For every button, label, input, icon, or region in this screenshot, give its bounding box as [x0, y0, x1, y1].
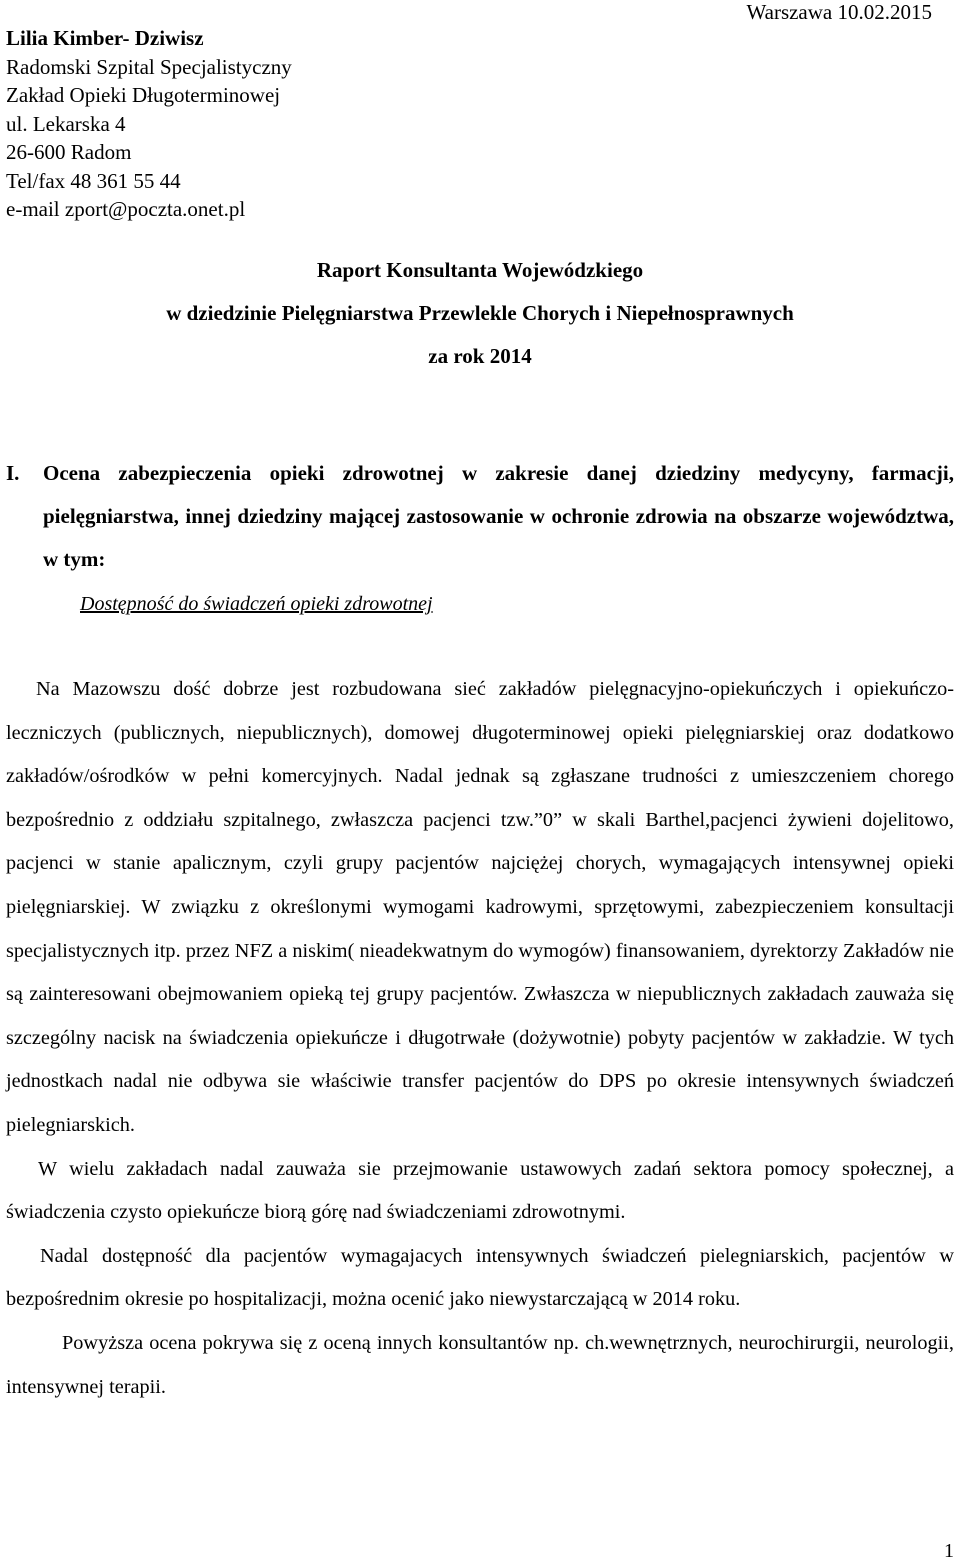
section-heading-text: Ocena zabezpieczenia opieki zdrowotnej w zakresie danej dziedziny medycyny, farmacji, pielęgniarstwa, innej dziedziny mającej zastosowanie w ochronie zdrowia na obszarze województwa, w tym:	[43, 461, 954, 571]
sender-postal-city: 26-600 Radom	[6, 140, 132, 164]
sender-street: ul. Lekarska 4	[6, 111, 126, 136]
page-number: 1	[944, 1540, 954, 1562]
place-date: Warszawa 10.02.2015	[746, 0, 932, 24]
section-subheading: Dostępność do świadczeń opieki zdrowotnej	[80, 593, 433, 615]
sender-department: Zakład Opieki Długoterminowej	[6, 83, 281, 107]
sender-institution: Radomski Szpital Specjalistyczny	[6, 54, 292, 79]
report-title: Raport Konsultanta Wojewódzkiego	[316, 258, 644, 282]
paragraph: Nadal dostępność dla pacjentów wymagajacych intensywnych świadczeń pielegniarskich, pacjentów w bezpośrednim okresie po hospitalizacji, można ocenić jako niewystarczającą w 2014 roku.	[6, 1244, 954, 1311]
paragraph: W wielu zakładach nadal zauważa sie przejmowanie ustawowych zadań sektora pomocy społecznej, a świadczenia czysto opiekuńcze biorą górę nad świadczeniami zdrowotnymi.	[6, 1157, 954, 1224]
sender-block	[6, 24, 292, 224]
section-heading	[6, 452, 954, 581]
paragraph: Powyższa ocena pokrywa się z oceną innych konsultantów np. ch.wewnętrznych, neurochirurgii, neurologii, intensywnej terapii.	[6, 1331, 954, 1398]
sender-name: Lilia Kimber- Dziwisz	[6, 26, 204, 50]
report-year: za rok 2014	[428, 344, 532, 368]
sender-email: e-mail zport@poczta.onet.pl	[6, 197, 246, 221]
section-number: I.	[6, 461, 20, 485]
paragraph: Na Mazowszu dość dobrze jest rozbudowana sieć zakładów pielęgnacyjno-opiekuńczych i opiekuńczo-leczniczych (publicznych, niepublicznych), domowej długoterminowej opieki pielęgniarskiej oraz dodatkowo zakładów/ośrodków w pełni komercyjnych. Nadal jednak są zgłaszane trudności z umieszczeniem chorego bezpośrednio z oddziału szpitalnego, zwłaszcza pacjenci tzw.”0” w skali Barthel,pacjenci żywieni dojelitowo, pacjenci w stanie apalicznym, czyli grupy pacjentów najciężej chorych, wymagających intensywnej opieki pielęgniarskiej. W związku z określonymi wymogami kadrowymi, sprzętowymi, zabezpieczeniem konsultacji specjalistycznych itp. przez NFZ a niskim( nieadekwatnym do wymogów) finansowaniem, dyrektorzy Zakładów nie są zainteresowani obejmowaniem opieką tej grupy pacjentów. Zwłaszcza w niepublicznych zakładach zauważa się szczególny nacisk na świadczenia opiekuńcze i długotrwałe (dożywotnie) pobyty pacjentów w zakładzie. W tych jednostkach nadal nie odbywa sie właściwie transfer pacjentów do DPS po okresie intensywnych świadczeń pielegniarskich.	[6, 678, 954, 1136]
sender-phone: Tel/fax 48 361 55 44	[6, 168, 181, 193]
report-body	[6, 668, 954, 1409]
report-subtitle: w dziedzinie Pielęgniarstwa Przewlekle Chorych i Niepełnosprawnych	[166, 301, 794, 325]
